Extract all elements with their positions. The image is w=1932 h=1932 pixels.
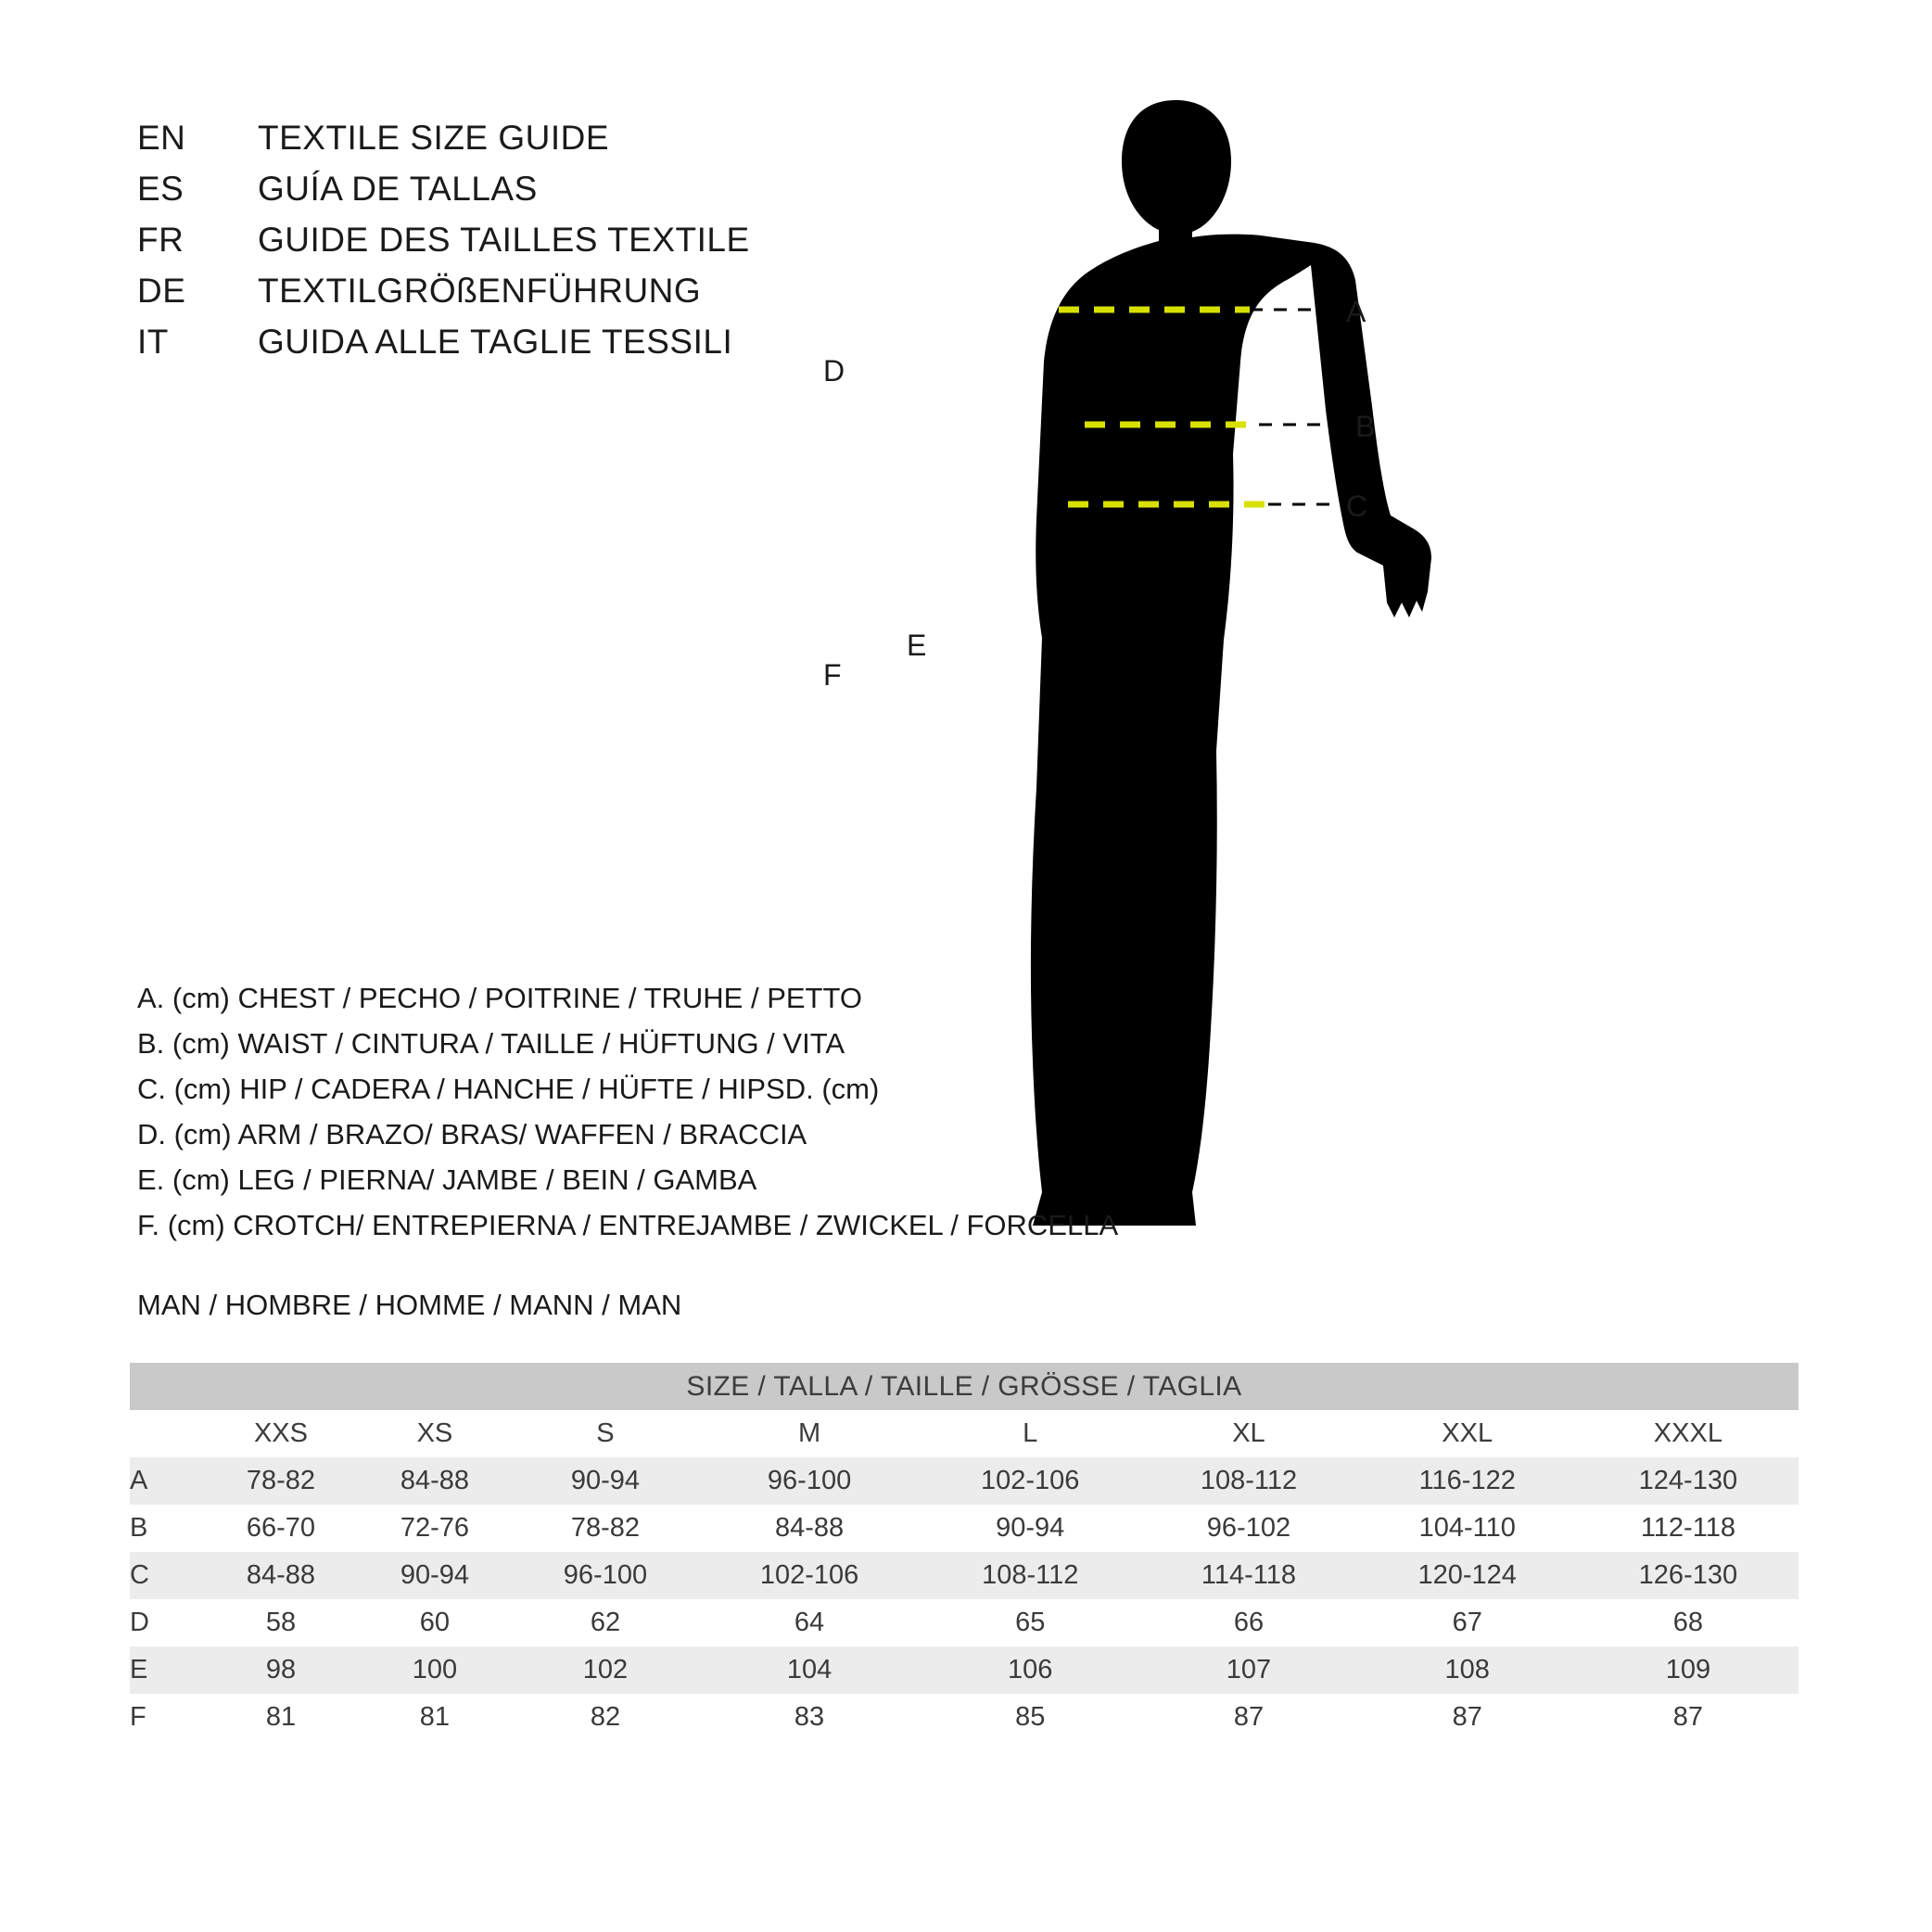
- size-table: [130, 1363, 1799, 1741]
- table-cell: 87: [1357, 1694, 1578, 1741]
- title-row: [137, 272, 972, 323]
- table-cell: 112-118: [1578, 1505, 1799, 1552]
- title-language-code: ES: [137, 170, 184, 208]
- legend-block: [137, 975, 1250, 1248]
- table-cell: 108-112: [920, 1552, 1140, 1599]
- table-cell: 126-130: [1578, 1552, 1799, 1599]
- table-cell: 85: [920, 1694, 1140, 1741]
- legend-item-c: C. (cm) HIP / CADERA / HANCHE / HÜFTE / HIPSD. (cm): [137, 1073, 880, 1105]
- title-text: GUÍA DE TALLAS: [258, 170, 538, 208]
- table-cell: 84-88: [204, 1552, 358, 1599]
- table-cell: 114-118: [1140, 1552, 1356, 1599]
- size-band-label: SIZE / TALLA / TAILLE / GRÖSSE / TAGLIA: [130, 1363, 1799, 1410]
- table-cell: 106: [920, 1646, 1140, 1694]
- row-label: B: [130, 1505, 204, 1552]
- table-cell: 108-112: [1140, 1457, 1356, 1505]
- table-cell: 81: [204, 1694, 358, 1741]
- table-cell: 78-82: [512, 1505, 699, 1552]
- table-cell: 83: [699, 1694, 920, 1741]
- dimension-label-f: F: [823, 658, 842, 692]
- legend-item-e: E. (cm) LEG / PIERNA/ JAMBE / BEIN / GAMBA: [137, 1163, 757, 1196]
- table-cell: 78-82: [204, 1457, 358, 1505]
- title-language-code: EN: [137, 119, 186, 157]
- row-label: C: [130, 1552, 204, 1599]
- column-header: XS: [358, 1410, 512, 1457]
- column-header: XL: [1140, 1410, 1356, 1457]
- table-cell: 120-124: [1357, 1552, 1578, 1599]
- table-cell: 58: [204, 1599, 358, 1646]
- table-cell: 107: [1140, 1646, 1356, 1694]
- table-cell: 104-110: [1357, 1505, 1578, 1552]
- table-cell: 102-106: [920, 1457, 1140, 1505]
- table-cell: 87: [1578, 1694, 1799, 1741]
- table-row: [130, 1599, 1799, 1646]
- table-row: [130, 1694, 1799, 1741]
- column-header: L: [920, 1410, 1140, 1457]
- table-cell: 66-70: [204, 1505, 358, 1552]
- legend-item-d: D. (cm) ARM / BRAZO/ BRAS/ WAFFEN / BRACCIA: [137, 1118, 807, 1150]
- title-language-code: DE: [137, 272, 186, 310]
- table-cell: 65: [920, 1599, 1140, 1646]
- table-row: [130, 1505, 1799, 1552]
- dimension-label-d: D: [823, 354, 845, 388]
- column-header: XXS: [204, 1410, 358, 1457]
- column-header: XXXL: [1578, 1410, 1799, 1457]
- title-text: TEXTILGRÖßENFÜHRUNG: [258, 272, 702, 310]
- column-header: XXL: [1357, 1410, 1578, 1457]
- table-band-row: [130, 1363, 1799, 1410]
- table-cell: 90-94: [358, 1552, 512, 1599]
- table-cell: 68: [1578, 1599, 1799, 1646]
- row-label: D: [130, 1599, 204, 1646]
- column-header: S: [512, 1410, 699, 1457]
- table-corner-cell: [130, 1410, 204, 1457]
- row-label: E: [130, 1646, 204, 1694]
- table-cell: 67: [1357, 1599, 1578, 1646]
- callout-label-a: A: [1346, 295, 1366, 328]
- table-cell: 81: [358, 1694, 512, 1741]
- legend-item-b: B. (cm) WAIST / CINTURA / TAILLE / HÜFTUNG / VITA: [137, 1027, 845, 1060]
- table-cell: 84-88: [358, 1457, 512, 1505]
- table-cell: 104: [699, 1646, 920, 1694]
- table-row: [130, 1457, 1799, 1505]
- table-cell: 62: [512, 1599, 699, 1646]
- table-cell: 100: [358, 1646, 512, 1694]
- table-cell: 64: [699, 1599, 920, 1646]
- dimension-label-e: E: [907, 629, 927, 662]
- table-cell: 66: [1140, 1599, 1356, 1646]
- title-text: GUIDA ALLE TAGLIE TESSILI: [258, 323, 733, 361]
- title-text: TEXTILE SIZE GUIDE: [258, 119, 610, 157]
- row-label: F: [130, 1694, 204, 1741]
- table-cell: 102: [512, 1646, 699, 1694]
- table-row: [130, 1646, 1799, 1694]
- table-header-row: [130, 1410, 1799, 1457]
- table-cell: 90-94: [920, 1505, 1140, 1552]
- table-cell: 82: [512, 1694, 699, 1741]
- table-cell: 96-100: [512, 1552, 699, 1599]
- title-row: [137, 323, 972, 374]
- table-cell: 60: [358, 1599, 512, 1646]
- table-cell: 84-88: [699, 1505, 920, 1552]
- title-block: [137, 119, 972, 374]
- callout-label-c: C: [1346, 489, 1368, 523]
- title-row: [137, 119, 972, 170]
- table-cell: 98: [204, 1646, 358, 1694]
- table-cell: 87: [1140, 1694, 1356, 1741]
- table-cell: 108: [1357, 1646, 1578, 1694]
- table-cell: 109: [1578, 1646, 1799, 1694]
- title-language-code: FR: [137, 221, 184, 259]
- table-cell: 90-94: [512, 1457, 699, 1505]
- gender-label: MAN / HOMBRE / HOMME / MANN / MAN: [137, 1289, 682, 1321]
- table-row: [130, 1552, 1799, 1599]
- title-language-code: IT: [137, 323, 169, 361]
- title-row: [137, 221, 972, 272]
- table-cell: 124-130: [1578, 1457, 1799, 1505]
- title-text: GUIDE DES TAILLES TEXTILE: [258, 221, 750, 259]
- legend-item-f: F. (cm) CROTCH/ ENTREPIERNA / ENTREJAMBE / ZWICKEL / FORCELLA: [137, 1209, 1119, 1241]
- table-cell: 96-100: [699, 1457, 920, 1505]
- table-cell: 96-102: [1140, 1505, 1356, 1552]
- title-row: [137, 170, 972, 221]
- table-cell: 72-76: [358, 1505, 512, 1552]
- column-header: M: [699, 1410, 920, 1457]
- callout-label-b: B: [1355, 410, 1376, 443]
- table-cell: 116-122: [1357, 1457, 1578, 1505]
- row-label: A: [130, 1457, 204, 1505]
- table-cell: 102-106: [699, 1552, 920, 1599]
- legend-item-a: A. (cm) CHEST / PECHO / POITRINE / TRUHE / PETTO: [137, 982, 862, 1014]
